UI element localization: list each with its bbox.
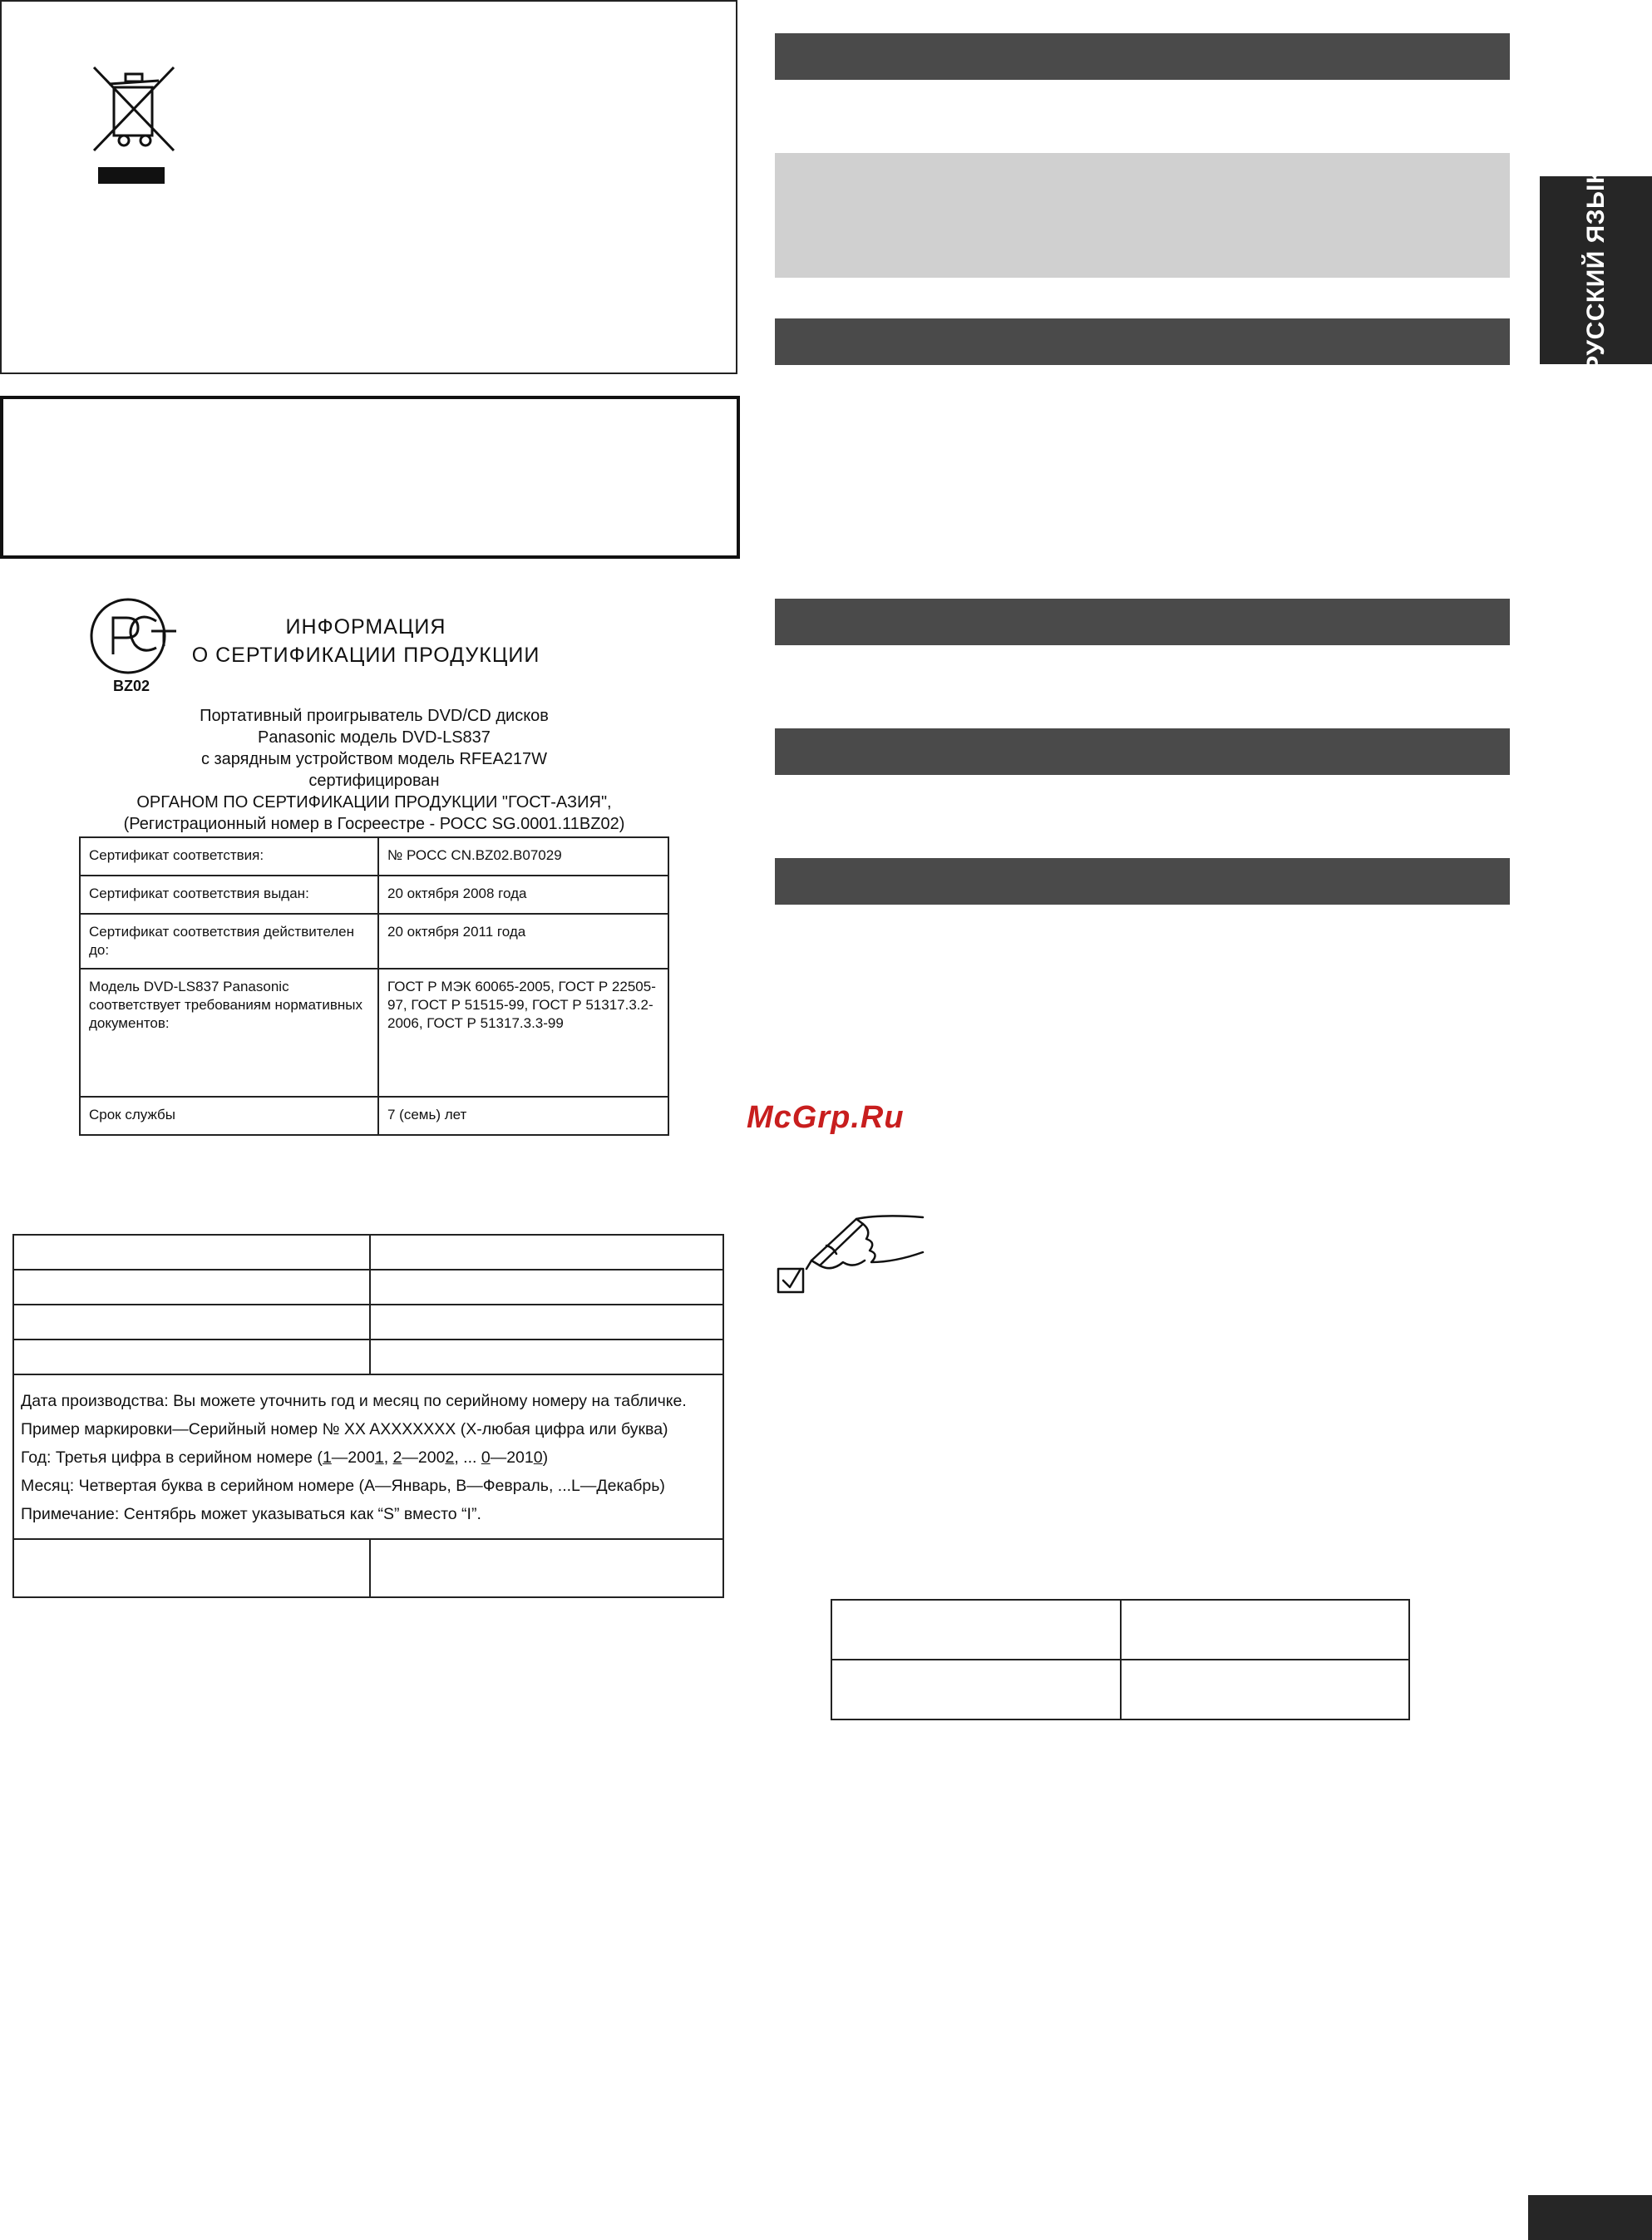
cert-label: Срок службы — [80, 1097, 378, 1135]
notes-text: —200 — [402, 1448, 446, 1467]
table-row — [13, 1374, 723, 1539]
table-cell — [1121, 1660, 1410, 1719]
cert-table — [79, 836, 669, 1136]
table-row — [13, 1340, 723, 1374]
table-cell — [1121, 1600, 1410, 1660]
table-cell — [13, 1235, 370, 1270]
cert-value: 20 октября 2011 года — [378, 914, 668, 969]
notes-digit: 1 — [322, 1448, 332, 1467]
notes-text: ) — [542, 1448, 549, 1467]
section-header-bar — [775, 318, 1510, 365]
notes-line: Месяц: Четвертая буква в серийном номере (A—Январь, B—Февраль, ...L—Декабрь) — [21, 1477, 665, 1495]
table-row — [80, 969, 668, 1097]
cert-label: Сертификат соответствия выдан: — [80, 876, 378, 914]
notes-digit: 0 — [481, 1448, 491, 1467]
notes-digit: 1 — [374, 1448, 384, 1467]
table-row — [13, 1305, 723, 1340]
rst-certification-mark-icon — [88, 595, 181, 678]
right-info-table — [831, 1599, 1410, 1720]
table-row — [80, 837, 668, 876]
table-row — [80, 876, 668, 914]
notes-digit: 2 — [445, 1448, 455, 1467]
table-cell — [370, 1270, 723, 1305]
notes-digit: 0 — [533, 1448, 543, 1467]
table-cell — [370, 1340, 723, 1374]
notes-line: Примечание: Сентябрь может указываться как “S” вместо “I”. — [21, 1505, 481, 1523]
hand-with-checkbox-icon — [773, 1214, 927, 1301]
section-header-bar — [775, 858, 1510, 905]
bin-underline-bar — [98, 167, 165, 184]
notes-line-year — [21, 1443, 716, 1472]
table-cell — [831, 1660, 1121, 1719]
cert-code: BZ02 — [113, 678, 150, 694]
table-row — [831, 1660, 1409, 1719]
table-row — [13, 1270, 723, 1305]
notes-text: , ... — [454, 1448, 481, 1467]
cert-body — [67, 705, 682, 835]
cert-title-line1: ИНФОРМАЦИЯ — [285, 615, 446, 639]
notes-line: Пример маркировки—Серийный номер № XX AXXXXXXX (X-любая цифра или буква) — [21, 1420, 668, 1438]
cert-body-line: ОРГАНОМ ПО СЕРТИФИКАЦИИ ПРОДУКЦИИ "ГОСТ-АЗИЯ", — [136, 793, 612, 812]
cert-value: № РОСС CN.BZ02.B07029 — [378, 837, 668, 876]
notes-line: Дата производства: Вы можете уточнить год и месяц по серийному номеру на табличке. — [21, 1392, 687, 1410]
table-row — [13, 1235, 723, 1270]
section-header-bar — [775, 599, 1510, 645]
notes-digit: 2 — [392, 1448, 402, 1467]
table-cell — [370, 1235, 723, 1270]
table-row — [80, 914, 668, 969]
notes-text: Год: Третья цифра в серийном номере ( — [21, 1448, 323, 1467]
cert-body-line: с зарядным устройством модель RFEA217W — [200, 750, 548, 768]
section-header-bar — [775, 728, 1510, 775]
cert-body-line: Panasonic модель DVD-LS837 — [258, 728, 491, 747]
notes-text: —200 — [331, 1448, 375, 1467]
notes-text: , — [383, 1448, 393, 1467]
cert-label: Сертификат соответствия: — [80, 837, 378, 876]
table-cell — [13, 1305, 370, 1340]
production-info-table — [12, 1234, 724, 1598]
cert-body-line: сертифицирован — [308, 772, 440, 790]
table-cell — [13, 1340, 370, 1374]
table-cell — [370, 1539, 723, 1597]
cert-title-line2: О СЕРТИФИКАЦИИ ПРОДУКЦИИ — [191, 644, 540, 667]
disposal-info-box — [0, 0, 737, 374]
table-row — [13, 1539, 723, 1597]
language-tab — [1540, 168, 1652, 373]
cert-title — [191, 613, 540, 669]
table-cell — [831, 1600, 1121, 1660]
cert-body-line: (Регистрационный номер в Госреестре - РОСС SG.0001.11BZ02) — [123, 815, 625, 833]
language-tab-label: РУССКИЙ ЯЗЫК — [1581, 168, 1610, 373]
table-cell — [13, 1539, 370, 1597]
section-header-bar — [775, 33, 1510, 80]
crossed-out-bin-icon — [87, 62, 180, 155]
table-row — [831, 1600, 1409, 1660]
table-cell — [370, 1305, 723, 1340]
page-number-tab — [1528, 2195, 1652, 2240]
production-date-notes — [13, 1374, 723, 1539]
cert-label: Модель DVD-LS837 Panasonic соответствует требованиям нормативных документов: — [80, 969, 378, 1097]
watermark: McGrp.Ru — [747, 1100, 905, 1135]
cert-label: Сертификат соответствия действителен до: — [80, 914, 378, 969]
table-cell — [13, 1270, 370, 1305]
cert-body-line: Портативный проигрыватель DVD/CD дисков — [200, 707, 549, 725]
cert-value: 7 (семь) лет — [378, 1097, 668, 1135]
cert-value: 20 октября 2008 года — [378, 876, 668, 914]
shaded-notice-box — [775, 153, 1510, 278]
notes-text: —201 — [490, 1448, 534, 1467]
table-row — [80, 1097, 668, 1135]
cert-value: ГОСТ Р МЭК 60065-2005, ГОСТ Р 22505-97, ГОСТ Р 51515-99, ГОСТ Р 51317.3.2-2006, ГОСТ Р 51317.3.3-99 — [378, 969, 668, 1097]
notice-box — [0, 396, 740, 559]
